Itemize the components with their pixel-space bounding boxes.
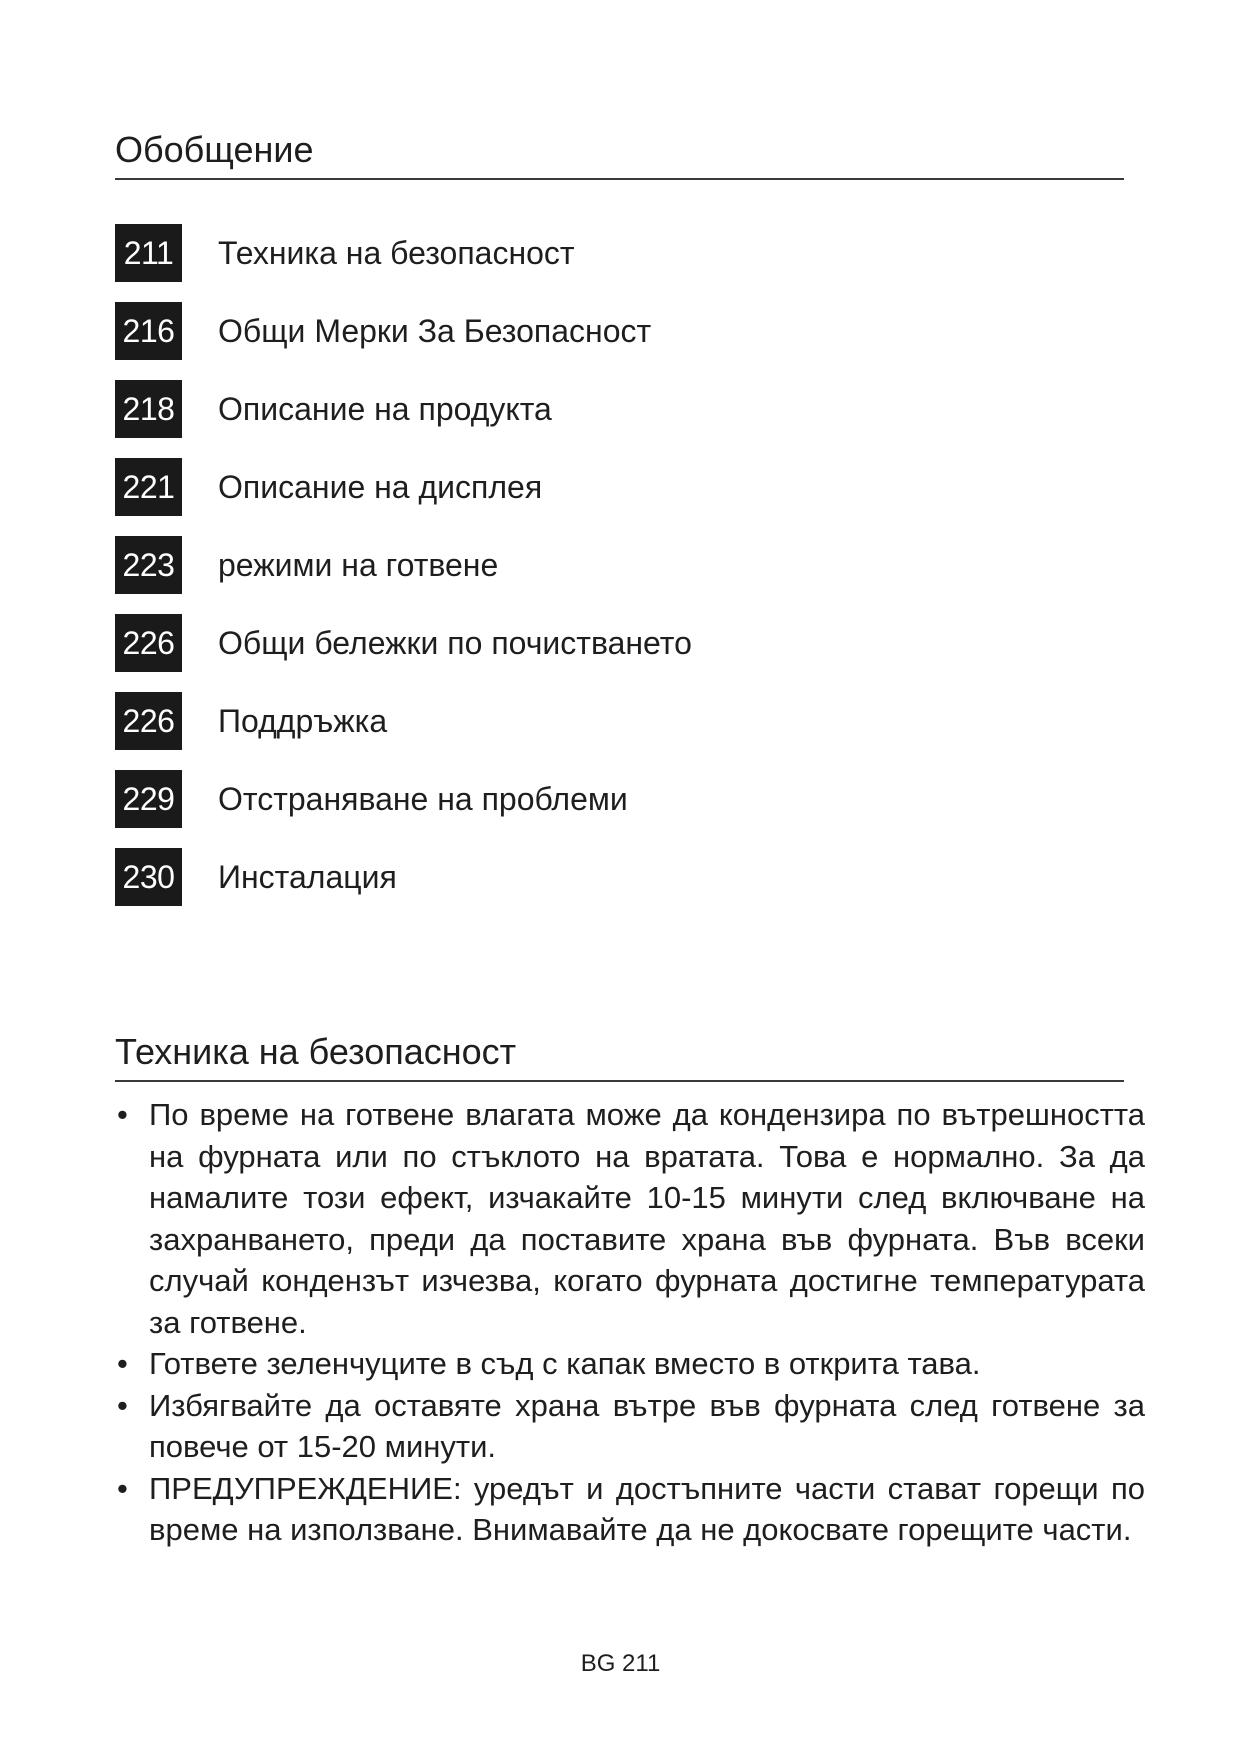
bullet-icon: • — [117, 1097, 128, 1132]
safety-bullet-text: ПРЕДУПРЕЖДЕНИЕ: уредът и достъпните части стават горещи по време на използване. Внимавайте да не докосвате горещите части. — [149, 1470, 1145, 1547]
toc-item[interactable] — [115, 614, 1124, 672]
toc-item-label: Инсталация — [218, 859, 397, 895]
toc-item-label: Общи бележки по почистването — [218, 625, 692, 661]
toc-page-number: 226 — [115, 692, 182, 750]
bullet-icon: • — [117, 1470, 128, 1506]
toc-item[interactable] — [115, 224, 1124, 282]
toc-item[interactable] — [115, 536, 1124, 594]
toc-page-number: 223 — [115, 536, 182, 594]
toc-page-number: 218 — [115, 380, 182, 438]
toc-item[interactable] — [115, 458, 1124, 516]
toc-item[interactable] — [115, 770, 1124, 828]
safety-bullet — [115, 1343, 1145, 1385]
toc-page-number: 216 — [115, 302, 182, 360]
toc-item-label: режими на готвене — [218, 547, 499, 583]
safety-bullet-list — [115, 1094, 1145, 1551]
toc-divider — [115, 178, 1124, 180]
toc-item-label: Описание на продукта — [218, 391, 552, 427]
toc-item[interactable] — [115, 302, 1124, 360]
safety-bullet-text: По време на готвене влагата може да кондензира по вътрешността на фурната или по стъклото на вратата. Това е нормално. За да намалите този ефект, изчакайте 10-15 минути след включване на захранването, преди да поставите храна във фурната. Във всеки случай кондензът изчезва, когато фурната достигне температурата за готвене. — [149, 1097, 1145, 1340]
toc-item-label: Поддръжка — [218, 703, 388, 739]
table-of-contents — [115, 224, 1124, 926]
toc-title: Обобщение — [115, 129, 314, 170]
toc-item[interactable] — [115, 380, 1124, 438]
toc-page-number: 221 — [115, 458, 182, 516]
toc-item[interactable] — [115, 848, 1124, 906]
toc-item[interactable] — [115, 692, 1124, 750]
toc-page-number: 229 — [115, 770, 182, 828]
toc-item-label: Техника на безопасност — [218, 235, 575, 271]
toc-page-number: 211 — [115, 224, 182, 282]
bullet-icon: • — [117, 1346, 128, 1381]
toc-item-label: Описание на дисплея — [218, 469, 543, 505]
toc-item-label: Отстраняване на проблеми — [218, 781, 628, 817]
toc-item-label: Общи Мерки За Безопасност — [218, 313, 652, 349]
safety-section-title: Техника на безопасност — [115, 1031, 517, 1072]
safety-bullet — [115, 1094, 1145, 1343]
toc-page-number: 230 — [115, 848, 182, 906]
safety-bullet — [115, 1385, 1145, 1468]
safety-bullet-text: Гответе зеленчуците в съд с капак вместо в открита тава. — [149, 1346, 981, 1381]
page-number-footer: BG 211 — [580, 1650, 661, 1677]
toc-page-number: 226 — [115, 614, 182, 672]
safety-bullet — [115, 1468, 1145, 1551]
safety-bullet-text: Избягвайте да оставяте храна вътре във фурната след готвене за повече от 15-20 минути. — [149, 1387, 1145, 1464]
safety-divider — [115, 1080, 1124, 1082]
bullet-icon: • — [117, 1387, 128, 1423]
